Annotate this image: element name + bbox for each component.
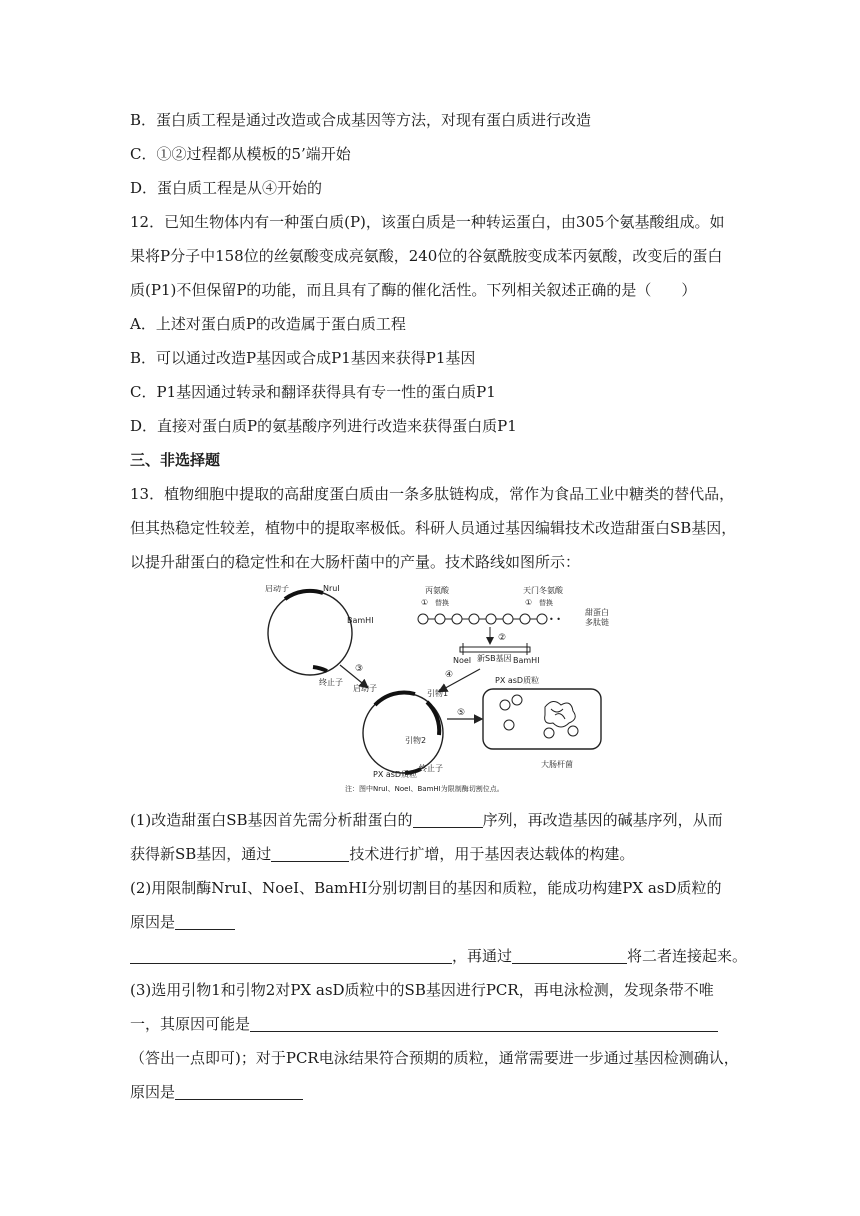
answer-blank-3[interactable] (175, 913, 235, 930)
nrui-label: NruI (323, 585, 340, 593)
option-c-q11: C．①②过程都从模板的5’端开始 (130, 145, 351, 163)
q13-part-3-line-2: 一，其原因可能是 (130, 1014, 718, 1034)
q13-part-3-line-1: (3)选用引物1和引物2对PX asD质粒中的SB基因进行PCR，再电泳检测，发现条带不唯 (130, 981, 714, 999)
aspartic-label: 天门冬氨酸 (523, 586, 563, 595)
new-sb-gene-bar (460, 647, 530, 652)
step-1a-label: ① (421, 598, 429, 607)
q13-part-1-line-1: (1)改造甜蛋白SB基因首先需分析甜蛋白的 序列，再改造基因的碱基序列，从而 (130, 811, 723, 829)
terminator-bottom-label: 终止子 (419, 764, 443, 773)
q13-part-2-line-1: (2)用限制酶NruⅠ、NoeⅠ、BamHⅠ分别切割目的基因和质粒，能成功构建PX asD质粒的 (130, 879, 722, 897)
peptide-label-1: 甜蛋白 (585, 608, 609, 617)
ecoli-cell (483, 689, 601, 749)
question-12-line-3: 质(P1)不但保留P的功能，而且具有了酶的催化活性。下列相关叙述正确的是（ ） (130, 281, 697, 299)
question-13-line-1: 13．植物细胞中提取的高甜度蛋白质由一条多肽链构成，常作为食品工业中糖类的替代品， (130, 485, 735, 503)
option-a-q12: A．上述对蛋白质P的改造属于蛋白质工程 (130, 315, 406, 333)
q13-part-2-line-2: 原因是 (130, 912, 235, 932)
chromosome-tangle (545, 701, 576, 727)
technical-route-figure (255, 585, 615, 795)
plasmid-top-terminator-mark (313, 667, 327, 671)
plasmid-bottom-label: PX asD质粒 (373, 770, 418, 779)
answer-blank-5[interactable] (512, 947, 627, 964)
step-5-label: ⑤ (457, 708, 466, 718)
promoter-top-label: 启动子 (265, 585, 289, 593)
option-d-q12: D．直接对蛋白质P的氨基酸序列进行改造来获得蛋白质P1 (130, 417, 517, 435)
plasmid-top-circle (268, 591, 352, 675)
answer-blank-6[interactable] (250, 1015, 718, 1032)
bamhi-top-label: BamHI (347, 616, 374, 625)
option-b-q11: B．蛋白质工程是通过改造或合成基因等方法，对现有蛋白质进行改造 (130, 111, 592, 129)
bamhi-mid-label: BamHI (513, 656, 540, 665)
ecoli-label: 大肠杆菌 (541, 760, 573, 769)
terminator-top-label: 终止子 (319, 678, 343, 687)
q13-part-3-line-3: （答出一点即可)；对于PCR电泳结果符合预期的质粒，通常需要进一步通过基因检测确认， (130, 1049, 739, 1067)
answer-blank-2[interactable] (271, 845, 349, 862)
new-sb-label: 新SB基因 (477, 654, 512, 663)
step-1b-label: ① (525, 598, 533, 607)
q13-part-3-line-4: 原因是 (130, 1082, 303, 1102)
question-12-line-1: 12．已知生物体内有一种蛋白质(P)，该蛋白质是一种转运蛋白，由305个氨基酸组成。如 (130, 213, 725, 231)
answer-blank-1[interactable] (413, 811, 483, 828)
replace-1-label: 替换 (435, 599, 449, 607)
step-2-label: ② (498, 633, 507, 643)
option-d-q11: D．蛋白质工程是从④开始的 (130, 179, 323, 197)
replace-2-label: 替换 (539, 599, 553, 607)
option-b-q12: B．可以通过改造P基因或合成P1基因来获得P1基因 (130, 349, 476, 367)
step-4-label: ④ (445, 670, 454, 680)
answer-blank-4[interactable] (130, 947, 452, 964)
alanine-label: 丙氨酸 (425, 586, 449, 595)
primer-1-label: 引物1 (427, 689, 449, 698)
plasmid-top-promoter-mark (285, 591, 323, 599)
peptide-chain (418, 614, 547, 624)
primer-2-label: 引物2 (405, 736, 427, 745)
question-12-line-2: 果将P分子中158位的丝氨酸变成亮氨酸，240位的谷氨酰胺变成苯丙氨酸，改变后的蛋白 (130, 247, 723, 265)
option-c-q12: C．P1基因通过转录和翻译获得具有专一性的蛋白质P1 (130, 383, 496, 401)
figure-note: 注：图中NruI、NoeI、BamHI为限制酶切割位点。 (345, 785, 504, 793)
step-3-label: ③ (355, 664, 364, 674)
promoter-bottom-label: 启动子 (353, 684, 377, 693)
question-13-line-2: 但其热稳定性较差，植物中的提取率极低。科研人员通过基因编辑技术改造甜蛋白SB基因， (130, 519, 737, 537)
ellipsis-label: • • (549, 615, 561, 624)
plasmid-cell-label: PX asD质粒 (495, 676, 540, 685)
section-heading: 三、非选择题 (130, 451, 221, 469)
noei-label: NoeI (453, 656, 472, 665)
answer-blank-7[interactable] (175, 1083, 303, 1100)
question-13-line-3: 以提升甜蛋白的稳定性和在大肠杆菌中的产量。技术路线如图所示： (130, 553, 581, 571)
q13-part-2-line-3: ，再通过 将二者连接起来。 (130, 946, 747, 966)
q13-part-1-line-2: 获得新SB基因，通过 技术进行扩增，用于基因表达载体的构建。 (130, 845, 635, 863)
peptide-label-2: 多肽链 (585, 618, 609, 627)
